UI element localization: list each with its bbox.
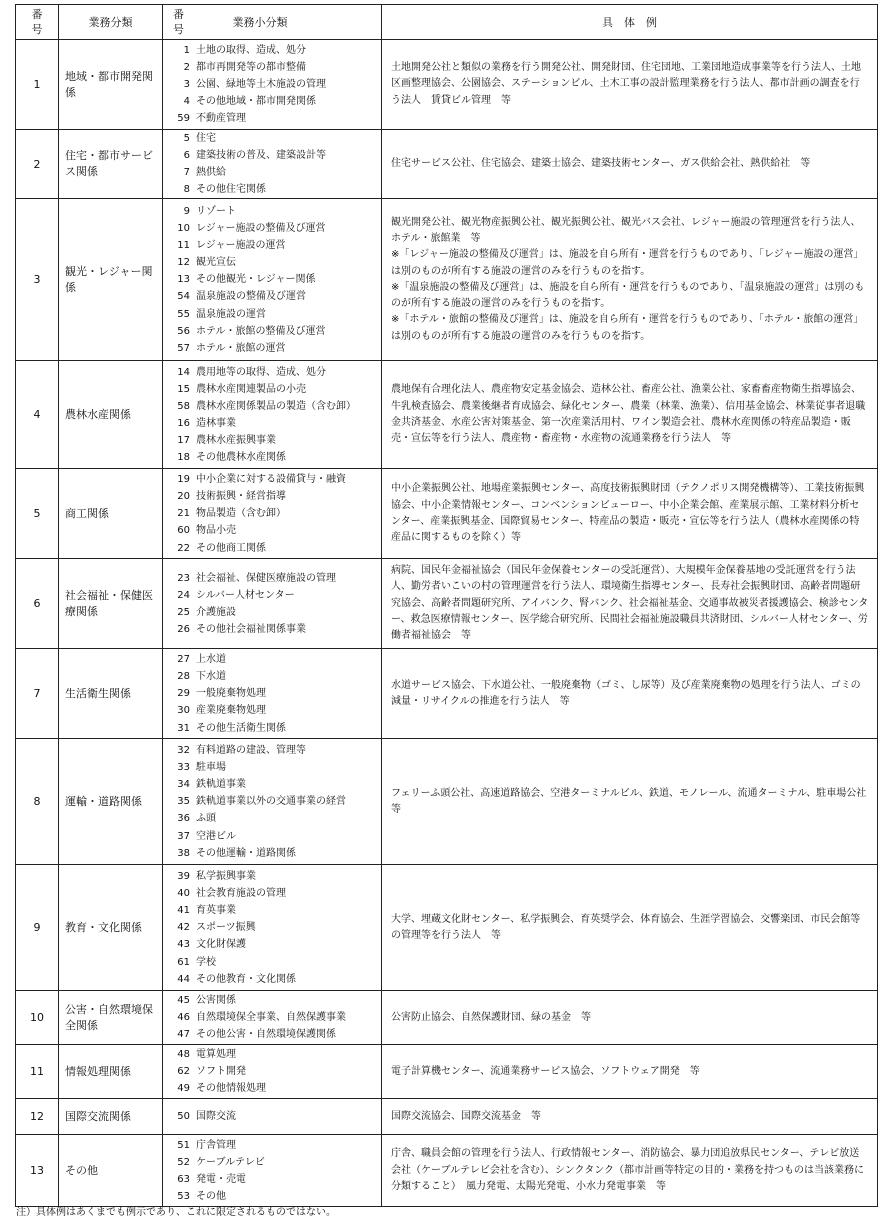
subcategory-code: 21 xyxy=(177,508,190,520)
subcategory-code: 48 xyxy=(177,1049,190,1061)
subcategory-label: その他観光・レジャー関係 xyxy=(196,274,316,286)
subcategory-label: 自然環境保全事業、自然保護事業 xyxy=(196,1012,346,1024)
subcategory-label: 観光宣伝 xyxy=(196,257,236,269)
subcategory-code: 16 xyxy=(177,417,190,429)
row-category: 公害・自然環境保全関係 xyxy=(59,991,163,1045)
subcategory-item xyxy=(169,42,381,59)
subcategory-code: 50 xyxy=(177,1111,190,1123)
row-examples xyxy=(382,991,878,1045)
row-examples xyxy=(382,469,878,559)
subcategory-item xyxy=(169,415,381,432)
subcategory-label: 温泉施設の運営 xyxy=(196,308,266,320)
subcategory-code: 62 xyxy=(177,1066,190,1078)
subcategory-label: 物品製造（含む卸） xyxy=(196,508,286,520)
table-row xyxy=(16,991,878,1045)
subcategory-code: 28 xyxy=(177,671,190,683)
subcategory-item xyxy=(169,1080,381,1097)
subcategory-code: 23 xyxy=(177,572,190,584)
subcategory-item xyxy=(169,254,381,271)
table-row xyxy=(16,559,878,649)
example-text: ※「ホテル・旅館の整備及び運営」は、施設を自ら所有・運営を行うものであり、「ホテル・旅館の運営」は別のものが所有する施設の運営のみを行うものを指す。 xyxy=(391,314,864,342)
subcategory-code: 25 xyxy=(177,606,190,618)
example-text: 電子計算機センター、流通業務サービス協会、ソフトウェア開発 等 xyxy=(391,1065,700,1077)
example-text: 水道サービス協会、下水道公社、一般廃棄物（ゴミ、し尿等）及び産業廃棄物の処理を行う法人、ゴミの減量・リサイクルの推進を行う法人 等 xyxy=(391,679,861,707)
subcategory-label: その他農林水産関係 xyxy=(196,452,286,464)
row-number: 6 xyxy=(16,559,59,649)
header-no-label: 番号 xyxy=(31,8,43,36)
subcategory-code: 2 xyxy=(183,61,190,73)
table-row xyxy=(16,130,878,199)
example-text: ※「温泉施設の整備及び運営」は、施設を自ら所有・運営を行うものであり、「温泉施設の運営」は別のものが所有する施設の運営のみを行うものを指す。 xyxy=(391,281,865,310)
subcategory-code: 26 xyxy=(177,623,190,635)
subcategory-item xyxy=(169,110,381,127)
subcategory-item xyxy=(169,271,381,288)
subcategory-label: 育英事業 xyxy=(196,905,236,917)
subcategory-label: ソフト開発 xyxy=(196,1066,246,1078)
subcategory-label: 国際交流 xyxy=(196,1111,236,1123)
subcategory-code: 44 xyxy=(177,973,190,985)
subcategory-code: 13 xyxy=(177,274,190,286)
example-text: 病院、国民年金福祉協会（国民年金保養センターの受託運営）、大規模年金保養基地の受託運営を行う法人、勤労者いこいの村の管理運営を行う法人、環境衛生指導センター、長寿社会振興財団、高齢者問題研究協会、高齢者問題研究所、アイバンク、腎バンク、社会福祉基金、交通事故被災者援護協会、検診センター、救急医療情報センター、医学総合研究所、民間社会福祉施設職員共済財団、シルバー人材センター、労働者福祉協会 等 xyxy=(391,565,869,642)
example-text: 農地保有合理化法人、農産物安定基金協会、造林公社、畜産公社、漁業公社、家畜畜産物衛生指導協会、牛乳検査協会、農業後継者育成協会、緑化センター、農業（林業、漁業）、信用基金協会、林業従事者退職金共済基金、水産公害対策基金、第一次産業活用村、ワイン製造会社、農林水産関係の特産品製造・販売・宣伝等を行う法人、農産物・畜産物・水産物の流通業務を行う法人 等 xyxy=(391,384,866,445)
row-category: 農林水産関係 xyxy=(59,361,163,469)
subcategory-item xyxy=(169,1171,381,1188)
subcategory-item xyxy=(169,759,381,776)
subcategory-item xyxy=(169,93,381,110)
subcategory-label: 産業廃棄物処理 xyxy=(196,705,266,717)
subcategory-code: 10 xyxy=(177,223,190,235)
subcategory-code: 34 xyxy=(177,779,190,791)
table-row xyxy=(16,469,878,559)
subcategory-code: 47 xyxy=(177,1029,190,1041)
subcategory-code: 1 xyxy=(183,44,190,56)
row-number: 13 xyxy=(16,1135,59,1207)
subcategory-item xyxy=(169,323,381,340)
subcategory-code: 60 xyxy=(177,525,190,537)
row-subcategories xyxy=(163,865,382,991)
subcategory-item xyxy=(169,540,381,557)
subcategory-item xyxy=(169,432,381,449)
subcategory-code: 40 xyxy=(177,888,190,900)
header-sub-no-label: 番号 xyxy=(173,8,184,36)
subcategory-item xyxy=(169,702,381,719)
subcategory-label: 空港ビル xyxy=(196,830,236,842)
subcategory-item xyxy=(169,776,381,793)
subcategory-label: ホテル・旅館の整備及び運営 xyxy=(196,325,326,337)
subcategory-item xyxy=(169,720,381,737)
row-number: 2 xyxy=(16,130,59,199)
subcategory-item xyxy=(169,621,381,638)
subcategory-item xyxy=(169,488,381,505)
subcategory-label: 学校 xyxy=(196,956,216,968)
subcategory-label: 私学振興事業 xyxy=(196,871,256,883)
example-text: 庁舎、職員会館の管理を行う法人、行政情報センター、消防協会、暴力団追放県民センター、テレビ放送会社（ケーブルテレビ会社を含む）、シンクタンク（都市計画等特定の目的・業務を持つものは当該業務に分類すること） 風力発電、太陽光発電、小水力発電事業 等 xyxy=(391,1148,865,1193)
subcategory-label: 発電・売電 xyxy=(196,1173,246,1185)
subcategory-label: 公害関係 xyxy=(196,995,236,1007)
subcategory-item xyxy=(169,449,381,466)
subcategory-item xyxy=(169,1137,381,1154)
subcategory-code: 12 xyxy=(177,257,190,269)
subcategory-code: 20 xyxy=(177,491,190,503)
subcategory-code: 22 xyxy=(177,542,190,554)
table-header-row xyxy=(16,5,878,40)
subcategory-code: 46 xyxy=(177,1012,190,1024)
subcategory-code: 19 xyxy=(177,474,190,486)
row-examples xyxy=(382,649,878,739)
row-examples xyxy=(382,739,878,865)
subcategory-code: 15 xyxy=(177,383,190,395)
row-subcategories xyxy=(163,130,382,199)
subcategory-item xyxy=(169,1108,381,1125)
subcategory-label: その他教育・文化関係 xyxy=(196,973,296,985)
example-text: 公害防止協会、自然保護財団、緑の基金 等 xyxy=(391,1011,591,1023)
subcategory-code: 36 xyxy=(177,813,190,825)
subcategory-label: 庁舎管理 xyxy=(196,1139,236,1151)
subcategory-code: 38 xyxy=(177,847,190,859)
subcategory-item xyxy=(169,793,381,810)
subcategory-item xyxy=(169,505,381,522)
subcategory-code: 5 xyxy=(183,133,190,144)
subcategory-item xyxy=(169,668,381,685)
subcategory-label: 造林事業 xyxy=(196,417,236,429)
row-category: 住宅・都市サービス関係 xyxy=(59,130,163,199)
row-category: 教育・文化関係 xyxy=(59,865,163,991)
subcategory-item xyxy=(169,522,381,539)
row-number: 9 xyxy=(16,865,59,991)
subcategory-label: 農林水産振興事業 xyxy=(196,434,276,446)
subcategory-label: スポーツ振興 xyxy=(196,922,256,934)
subcategory-code: 24 xyxy=(177,589,190,601)
row-examples xyxy=(382,1099,878,1135)
header-examples: 具 体 例 xyxy=(382,5,878,40)
row-examples xyxy=(382,361,878,469)
example-text: 国際交流協会、国際交流基金 等 xyxy=(391,1110,541,1122)
row-subcategories xyxy=(163,40,382,130)
row-examples xyxy=(382,865,878,991)
row-subcategories xyxy=(163,1045,382,1099)
subcategory-code: 49 xyxy=(177,1083,190,1095)
subcategory-item xyxy=(169,59,381,76)
subcategory-label: 公園、緑地等土木施設の管理 xyxy=(196,78,326,90)
subcategory-label: 物品小売 xyxy=(196,525,236,537)
header-subcategory-label: 業務小分類 xyxy=(232,15,288,29)
subcategory-code: 56 xyxy=(177,325,190,337)
subcategory-code: 33 xyxy=(177,762,190,774)
subcategory-code: 37 xyxy=(177,830,190,842)
subcategory-code: 54 xyxy=(177,291,190,303)
row-subcategories xyxy=(163,199,382,361)
subcategory-code: 31 xyxy=(177,722,190,734)
subcategory-code: 59 xyxy=(177,113,190,125)
subcategory-label: 農林水産関係製品の製造（含む卸） xyxy=(196,400,356,412)
row-number: 7 xyxy=(16,649,59,739)
subcategory-item xyxy=(169,828,381,845)
subcategory-label: ケーブルテレビ xyxy=(196,1156,265,1168)
subcategory-item xyxy=(169,76,381,93)
row-category: 国際交流関係 xyxy=(59,1099,163,1135)
subcategory-label: その他公害・自然環境保護関係 xyxy=(196,1029,336,1041)
row-subcategories xyxy=(163,1135,382,1207)
subcategory-label: リゾート xyxy=(196,205,236,217)
row-category: 商工関係 xyxy=(59,469,163,559)
row-number: 5 xyxy=(16,469,59,559)
subcategory-item xyxy=(169,570,381,587)
subcategory-label: 一般廃棄物処理 xyxy=(196,688,266,700)
subcategory-item xyxy=(169,220,381,237)
table-row xyxy=(16,40,878,130)
example-text: 大学、埋蔵文化財センター、私学振興会、育英奨学会、体育協会、生涯学習協会、交響楽団、市民会館等の管理等を行う法人 等 xyxy=(391,913,861,941)
subcategory-label: その他商工関係 xyxy=(196,542,266,554)
subcategory-label: その他住宅関係 xyxy=(196,184,266,196)
table-row xyxy=(16,1099,878,1135)
subcategory-item xyxy=(169,381,381,398)
row-category: 社会福祉・保健医療関係 xyxy=(59,559,163,649)
row-category: その他 xyxy=(59,1135,163,1207)
subcategory-code: 53 xyxy=(177,1190,190,1202)
subcategory-label: 駐車場 xyxy=(196,762,226,774)
subcategory-code: 58 xyxy=(177,400,190,412)
example-text: ※「レジャー施設の整備及び運営」は、施設を自ら所有・運営を行うものであり、「レジャー施設の運営」は別のものが所有する施設の運営のみを行うものを指す。 xyxy=(391,249,864,277)
subcategory-label: 技術振興・経営指導 xyxy=(196,491,286,503)
subcategory-code: 32 xyxy=(177,745,190,757)
header-subcategory xyxy=(163,5,382,40)
subcategory-code: 63 xyxy=(177,1173,190,1185)
subcategory-code: 35 xyxy=(177,796,190,808)
subcategory-label: 熱供給 xyxy=(196,167,226,179)
table-row xyxy=(16,865,878,991)
subcategory-item xyxy=(169,147,381,164)
subcategory-code: 52 xyxy=(177,1156,190,1168)
subcategory-code: 61 xyxy=(177,956,190,968)
subcategory-item xyxy=(169,651,381,668)
subcategory-item xyxy=(169,919,381,936)
subcategory-label: その他情報処理 xyxy=(196,1083,266,1095)
row-examples xyxy=(382,130,878,199)
subcategory-label: 温泉施設の整備及び運営 xyxy=(196,291,306,303)
subcategory-label: 中小企業に対する設備貸与・融資 xyxy=(196,474,346,486)
table-row xyxy=(16,361,878,469)
subcategory-label: 住宅 xyxy=(196,133,216,144)
subcategory-item xyxy=(169,954,381,971)
example-text: 住宅サービス公社、住宅協会、建築士協会、建築技術センター、ガス供給会社、熱供給社 等 xyxy=(391,158,811,170)
row-category: 地域・都市開発関係 xyxy=(59,40,163,130)
subcategory-item xyxy=(169,164,381,181)
footnote: 注）具体例はあくまでも例示であり、これに限定されるものではない。 xyxy=(16,1207,336,1218)
row-subcategories xyxy=(163,361,382,469)
subcategory-label: 下水道 xyxy=(196,671,226,683)
subcategory-label: 上水道 xyxy=(196,654,226,666)
subcategory-code: 45 xyxy=(177,995,190,1007)
subcategory-item xyxy=(169,398,381,415)
row-examples xyxy=(382,559,878,649)
row-examples xyxy=(382,1135,878,1207)
subcategory-code: 27 xyxy=(177,654,190,666)
subcategory-item xyxy=(169,992,381,1009)
row-category: 運輸・道路関係 xyxy=(59,739,163,865)
row-subcategories xyxy=(163,469,382,559)
subcategory-code: 3 xyxy=(183,78,190,90)
subcategory-label: 鉄軌道事業以外の交通事業の経営 xyxy=(196,796,346,808)
subcategory-label: 有料道路の建設、管理等 xyxy=(196,745,306,757)
subcategory-item xyxy=(169,130,381,147)
subcategory-code: 9 xyxy=(183,205,190,217)
row-examples xyxy=(382,1045,878,1099)
subcategory-code: 6 xyxy=(183,150,190,162)
subcategory-item xyxy=(169,1063,381,1080)
subcategory-code: 51 xyxy=(177,1139,190,1151)
row-subcategories xyxy=(163,649,382,739)
header-category: 業務分類 xyxy=(59,5,163,40)
subcategory-item xyxy=(169,587,381,604)
row-category: 生活衛生関係 xyxy=(59,649,163,739)
subcategory-label: 農用地等の取得、造成、処分 xyxy=(196,366,326,378)
business-classification-table xyxy=(15,4,878,1207)
subcategory-code: 30 xyxy=(177,705,190,717)
table-row xyxy=(16,739,878,865)
row-subcategories xyxy=(163,1099,382,1135)
table-row xyxy=(16,199,878,361)
subcategory-label: ふ頭 xyxy=(196,813,216,825)
subcategory-label: その他運輸・道路関係 xyxy=(196,847,296,859)
subcategory-label: レジャー施設の運営 xyxy=(196,240,286,252)
subcategory-code: 42 xyxy=(177,922,190,934)
subcategory-label: その他生活衛生関係 xyxy=(196,722,286,734)
row-examples xyxy=(382,40,878,130)
subcategory-label: 文化財保護 xyxy=(196,939,246,951)
subcategory-code: 8 xyxy=(183,184,190,196)
subcategory-item xyxy=(169,1009,381,1026)
subcategory-label: その他地域・都市開発関係 xyxy=(196,96,316,108)
subcategory-code: 4 xyxy=(183,96,190,108)
subcategory-item xyxy=(169,742,381,759)
subcategory-item xyxy=(169,810,381,827)
subcategory-label: レジャー施設の整備及び運営 xyxy=(196,223,326,235)
subcategory-item xyxy=(169,685,381,702)
subcategory-item xyxy=(169,845,381,862)
row-number: 10 xyxy=(16,991,59,1045)
subcategory-label: 農林水産関連製品の小売 xyxy=(196,383,306,395)
row-subcategories xyxy=(163,739,382,865)
subcategory-item xyxy=(169,181,381,198)
subcategory-item xyxy=(169,971,381,988)
row-category: 観光・レジャー関係 xyxy=(59,199,163,361)
subcategory-code: 17 xyxy=(177,434,190,446)
table-row xyxy=(16,1045,878,1099)
row-number: 11 xyxy=(16,1045,59,1099)
row-subcategories xyxy=(163,991,382,1045)
table-row xyxy=(16,649,878,739)
subcategory-label: 鉄軌道事業 xyxy=(196,779,246,791)
subcategory-item xyxy=(169,237,381,254)
example-text: 観光開発公社、観光物産振興公社、観光振興公社、観光バス会社、レジャー施設の管理運営を行う法人、ホテル・旅館業 等 xyxy=(391,216,861,244)
subcategory-label: その他 xyxy=(196,1190,226,1202)
subcategory-item xyxy=(169,288,381,305)
subcategory-item xyxy=(169,936,381,953)
row-subcategories xyxy=(163,559,382,649)
subcategory-label: 土地の取得、造成、処分 xyxy=(196,44,306,56)
subcategory-label: 介護施設 xyxy=(196,606,236,618)
subcategory-code: 11 xyxy=(177,240,190,252)
row-examples xyxy=(382,199,878,361)
subcategory-item xyxy=(169,1026,381,1043)
subcategory-label: ホテル・旅館の運営 xyxy=(196,342,286,354)
example-text: 土地開発公社と類似の業務を行う開発公社、開発財団、住宅団地、工業団地造成事業等を行う法人、土地区画整理協会、公園協会、ステーションビル、土木工事の設計監理業務を行う法人、都市計画の調査を行う法人 賃貸ビル管理 等 xyxy=(391,62,861,106)
subcategory-item xyxy=(169,1046,381,1063)
subcategory-item xyxy=(169,364,381,381)
subcategory-label: シルバー人材センター xyxy=(196,589,295,601)
subcategory-item xyxy=(169,885,381,902)
subcategory-item xyxy=(169,203,381,220)
subcategory-code: 57 xyxy=(177,342,190,354)
example-text: 中小企業振興公社、地場産業振興センター、高度技術振興財団（テクノポリス開発機構等）、工業技術振興協会、中小企業情報センター、コンベンションビューロー、中小企業会館、産業展示館、工業材料分析センター、産業振興基金、国際貿易センター、特産品の製造・販売・宣伝等を行う法人（農林水産関係の特産品に関するものを除く）等 xyxy=(391,483,865,544)
subcategory-code: 29 xyxy=(177,688,190,700)
subcategory-code: 43 xyxy=(177,939,190,951)
subcategory-item xyxy=(169,306,381,323)
subcategory-item xyxy=(169,471,381,488)
example-text: フェリーふ頭公社、高速道路協会、空港ターミナルビル、鉄道、モノレール、流通ターミナル、駐車場公社 等 xyxy=(391,787,877,815)
row-number: 8 xyxy=(16,739,59,865)
subcategory-label: 不動産管理 xyxy=(196,113,246,125)
subcategory-item xyxy=(169,902,381,919)
row-number: 12 xyxy=(16,1099,59,1135)
subcategory-code: 18 xyxy=(177,452,190,464)
subcategory-item xyxy=(169,340,381,357)
row-number: 3 xyxy=(16,199,59,361)
table-body xyxy=(16,40,878,1207)
subcategory-code: 41 xyxy=(177,905,190,917)
subcategory-code: 39 xyxy=(177,871,190,883)
header-no xyxy=(16,5,59,40)
row-category: 情報処理関係 xyxy=(59,1045,163,1099)
subcategory-code: 7 xyxy=(183,167,190,179)
subcategory-label: 都市再開発等の都市整備 xyxy=(196,61,306,73)
subcategory-item xyxy=(169,604,381,621)
row-number: 4 xyxy=(16,361,59,469)
subcategory-label: その他社会福祉関係事業 xyxy=(196,623,306,635)
subcategory-label: 電算処理 xyxy=(196,1049,236,1061)
subcategory-label: 建築技術の普及、建築設計等 xyxy=(196,150,326,162)
subcategory-label: 社会福祉、保健医療施設の管理 xyxy=(196,572,336,584)
row-number: 1 xyxy=(16,40,59,130)
subcategory-label: 社会教育施設の管理 xyxy=(196,888,286,900)
table-row xyxy=(16,1135,878,1207)
subcategory-code: 14 xyxy=(177,366,190,378)
subcategory-item xyxy=(169,868,381,885)
subcategory-item xyxy=(169,1154,381,1171)
subcategory-code: 55 xyxy=(177,308,190,320)
